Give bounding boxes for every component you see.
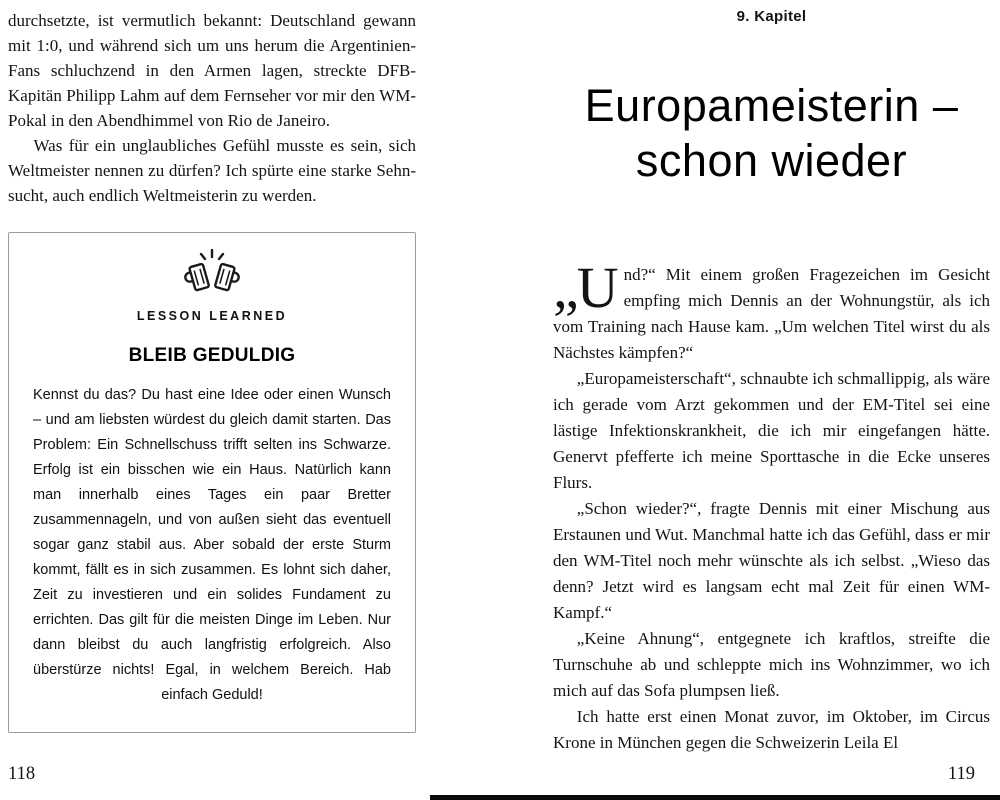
paragraph: „Europameisterschaft“, schnaubte ich schmallippig, als wäre ich gerade vom Arzt gekommen und der EM-Titel sei eine lästige Infektionskrankheit, die ich mir eingefangen hätte. Genervt pfefferte ich meine Sporttasche in die Ecke unseres Flurs. xyxy=(553,369,990,492)
paragraph-text: nd?“ Mit einem großen Fragezeichen im Gesicht empfing mich Dennis an der Wohnungstür, als ich vom Training nach Hause kam. „Um welchen Titel wirst du als Nächstes kämpfen?“ xyxy=(553,265,990,362)
paragraph: „Keine Ahnung“, entgegnete ich kraftlos, streifte die Turnschuhe ab und schleppte mich ins Wohnzimmer, wo ich mich auf das Sofa plumpsen ließ. xyxy=(553,629,990,700)
paragraph: „Schon wieder?“, fragte Dennis mit einer Mischung aus Erstaunen und Wut. Manchmal hatte ich das Gefühl, dass er mir den WM-Titel noch mehr wünschte als ich selbst. „Wieso das denn? Jetzt wird es langsam echt mal Zeit für einen WM-Kampf.“ xyxy=(553,499,990,622)
chapter-body xyxy=(553,255,990,756)
callout-title: BLEIB GEDULDIG xyxy=(128,345,296,366)
chapter-title-line2: schon wieder xyxy=(635,135,908,186)
cheers-beer-mugs-icon xyxy=(33,249,391,297)
page-number-left: 118 xyxy=(8,764,36,784)
drop-cap-letter: U xyxy=(576,255,617,320)
callout-body: Kennst du das? Du hast eine Idee oder einen Wunsch – und am liebsten würdest du gleich damit starten. Das Problem: Ein Schnellschuss trifft selten ins Schwarze. Erfolg ist ein bisschen wie ein Haus. Natürlich kann man innerhalb eines Tages ein paar Bretter zusammennageln, und von außen sieht das eventuell sogar ganz stabil aus. Aber sobald der erste Sturm kommt, fällt es in sich zusammen. Es lohnt sich daher, Zeit zu investieren und ein solides Fundament zu errichten. Das gilt für die meisten Dinge im Leben. Nur dann bleibst du auch langfristig erfolgreich. Also überstürze nichts! Egal, in welchem Bereich. Hab einfach Geduld! xyxy=(33,387,391,703)
chapter-title-line1: Europameisterin – xyxy=(584,80,959,131)
lesson-learned-box xyxy=(8,232,416,733)
page-number-right: 119 xyxy=(947,764,975,784)
paragraph xyxy=(553,255,990,366)
chapter-title xyxy=(553,78,990,188)
paragraph: durchsetzte, ist vermutlich bekannt: Deutschland gewann mit 1:0, und während sich um uns herum die Argentinien-Fans schluchzend in den Armen lagen, streckte DFB-Kapitän Philipp Lahm auf dem Fernseher vor mir den WM-Pokal in den Abendhimmel von Rio de Janeiro. xyxy=(8,11,416,130)
chapter-label: 9. Kapitel xyxy=(736,8,807,25)
paragraph: Ich hatte erst einen Monat zuvor, im Oktober, im Circus Krone in München gegen die Schweizerin Leila El xyxy=(553,707,990,752)
drop-cap-quote: „ xyxy=(553,255,577,320)
paragraph: Was für ein unglaubliches Gefühl musste es sein, sich Weltmeister nennen zu dürfen? Ich spürte eine starke Sehnsucht, auch endlich Weltmeisterin zu werden. xyxy=(8,136,416,205)
page-edge-bar xyxy=(430,795,1000,800)
right-page xyxy=(553,8,990,756)
drop-cap xyxy=(553,255,624,320)
lesson-learned-label: LESSON LEARNED xyxy=(136,309,288,323)
left-page xyxy=(8,8,416,733)
